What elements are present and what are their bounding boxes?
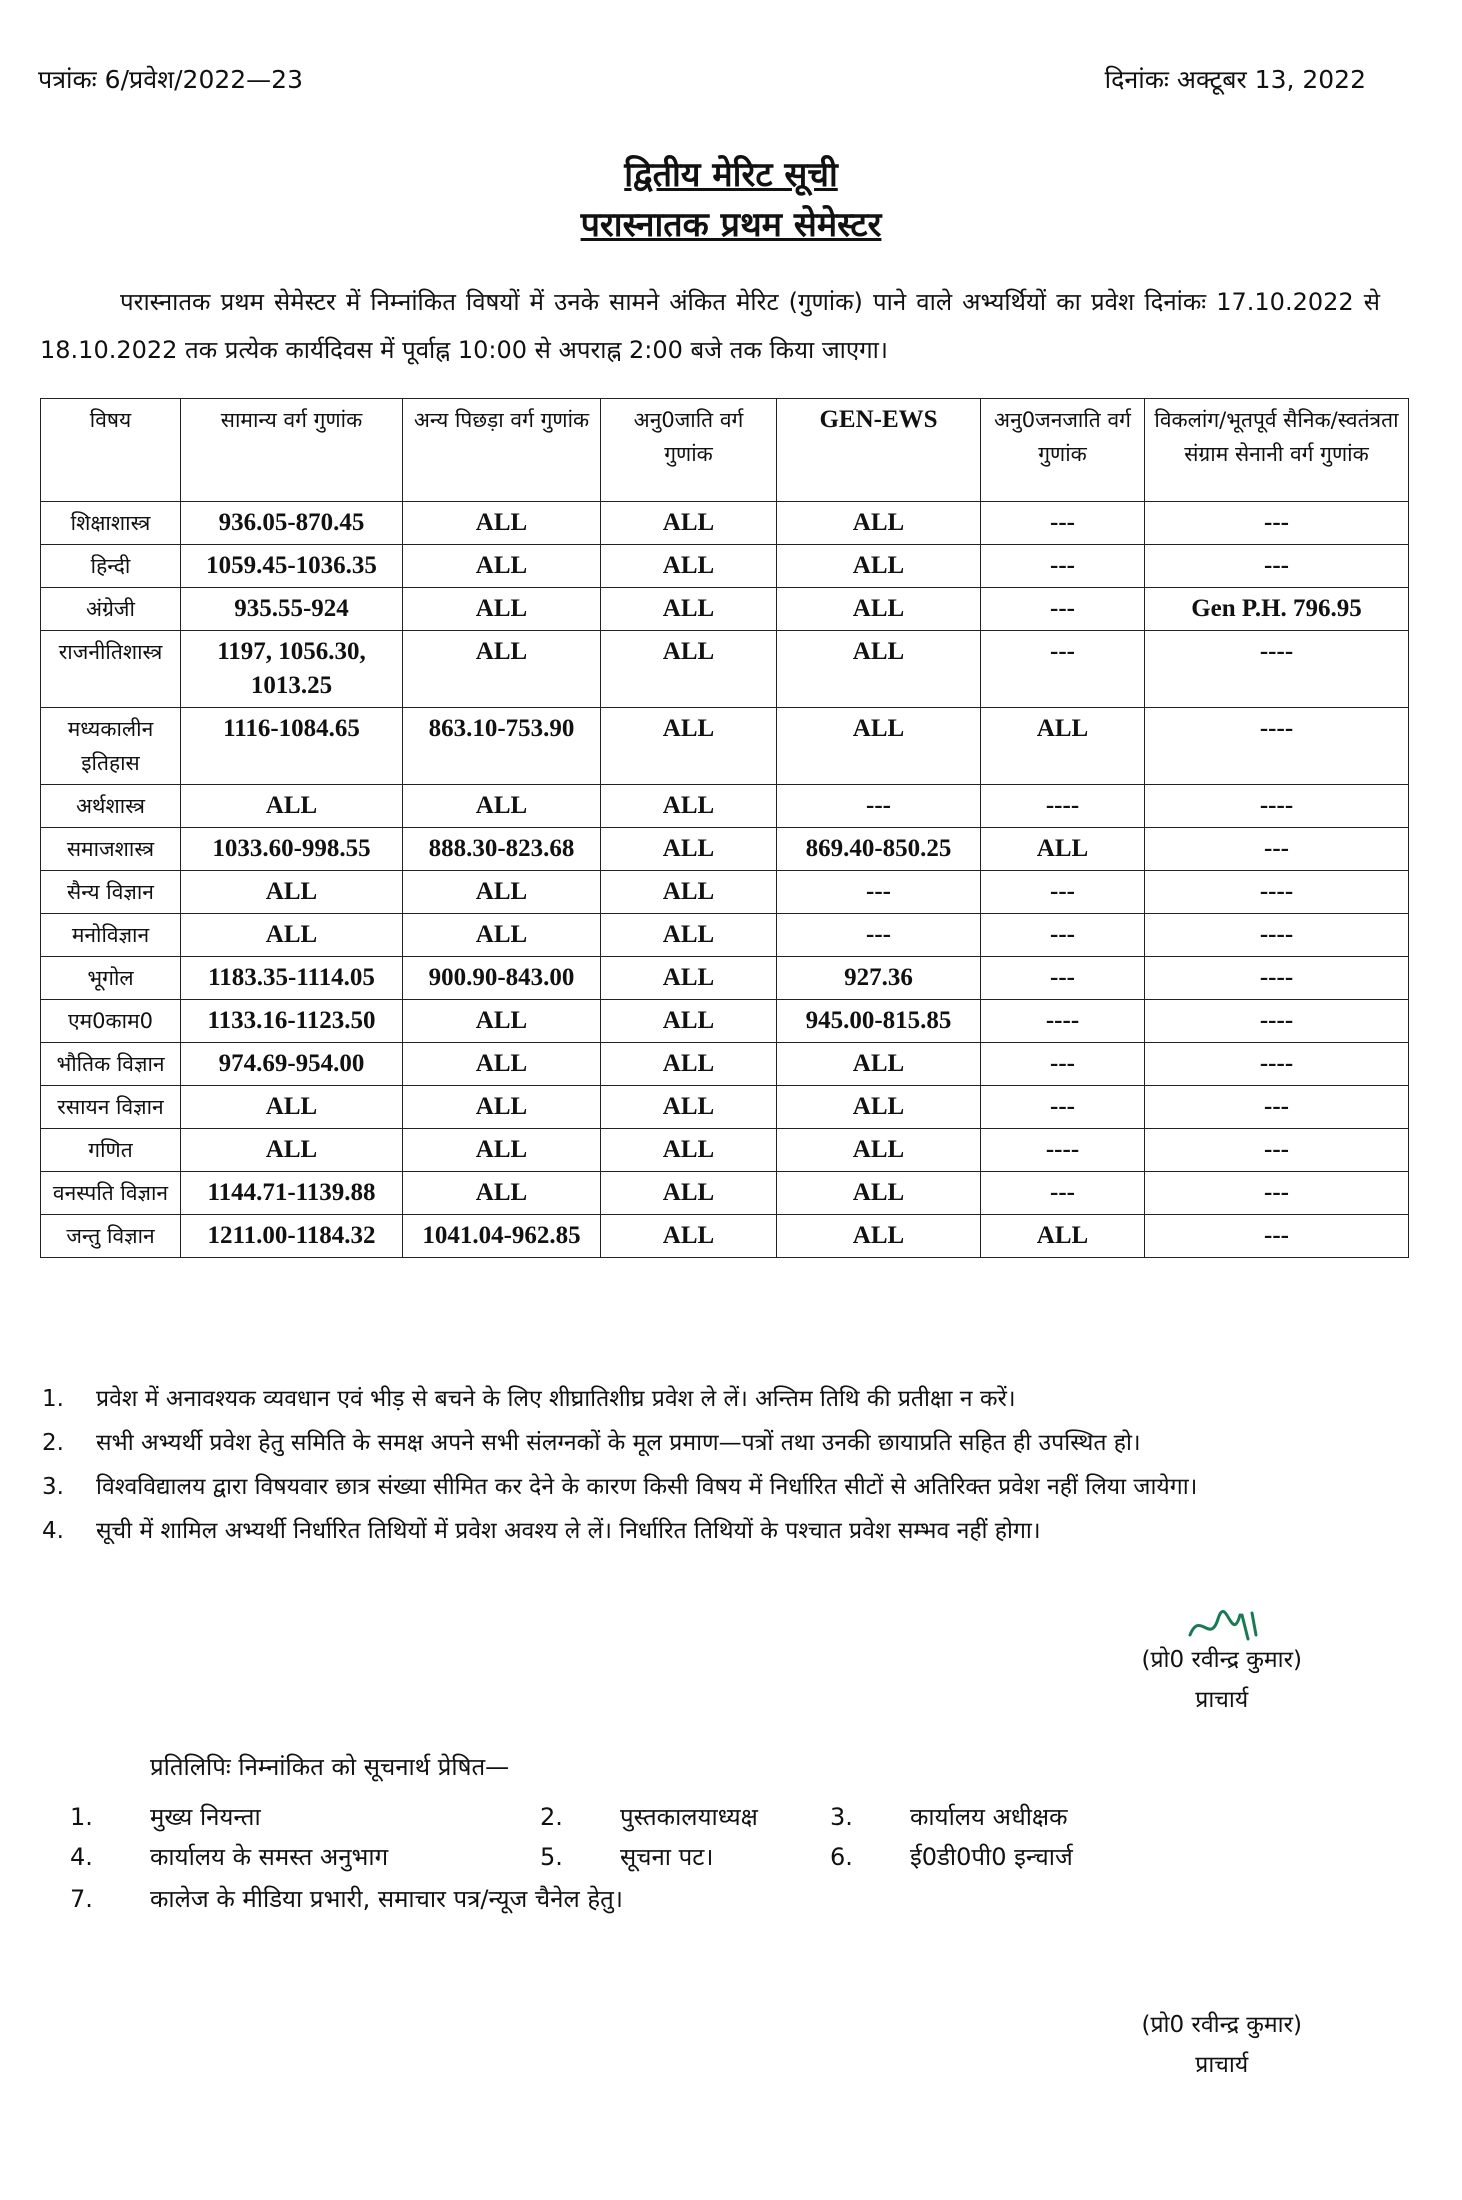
merit-cell: ALL xyxy=(601,1086,777,1129)
merit-cell: --- xyxy=(777,785,981,828)
table-row xyxy=(41,1172,1409,1215)
merit-cell: ---- xyxy=(1145,914,1409,957)
merit-cell: ALL xyxy=(777,631,981,708)
note-number: 3. xyxy=(42,1474,64,1500)
merit-cell: ---- xyxy=(1145,1043,1409,1086)
subject-cell: शिक्षाशास्त्र xyxy=(41,502,181,545)
merit-cell: --- xyxy=(1145,1129,1409,1172)
merit-cell: ALL xyxy=(601,785,777,828)
merit-cell: --- xyxy=(981,631,1145,708)
note-number: 4. xyxy=(42,1518,64,1544)
merit-cell: ALL xyxy=(403,914,601,957)
merit-cell: ALL xyxy=(181,1086,403,1129)
column-header: सामान्य वर्ग गुणांक xyxy=(181,399,403,502)
note-item xyxy=(40,1380,1380,1418)
note-number: 1. xyxy=(42,1386,64,1412)
merit-cell: 974.69-954.00 xyxy=(181,1043,403,1086)
column-header: अनु0जनजाति वर्ग गुणांक xyxy=(981,399,1145,502)
merit-cell: --- xyxy=(1145,1172,1409,1215)
table-header-row xyxy=(41,399,1409,502)
merit-cell: ---- xyxy=(1145,631,1409,708)
merit-cell: --- xyxy=(1145,1086,1409,1129)
merit-cell: 936.05-870.45 xyxy=(181,502,403,545)
merit-cell: ---- xyxy=(1145,871,1409,914)
table-row xyxy=(41,1000,1409,1043)
table-row xyxy=(41,914,1409,957)
note-text: प्रवेश में अनावश्यक व्यवधान एवं भीड़ से बचने के लिए शीघ्रातिशीघ्र प्रवेश ले लें। अन्तिम तिथि की प्रतीक्षा न करें। xyxy=(96,1386,1016,1412)
signatory-name: (प्रो0 रवीन्द्र कुमार) xyxy=(1141,2012,1302,2038)
table-row xyxy=(41,1129,1409,1172)
copy-to-number: 6. xyxy=(830,1843,853,1871)
subject-cell: भूगोल xyxy=(41,957,181,1000)
merit-cell: ALL xyxy=(181,871,403,914)
merit-cell: --- xyxy=(981,914,1145,957)
merit-cell: ALL xyxy=(777,1129,981,1172)
merit-cell: ALL xyxy=(777,502,981,545)
merit-cell: ALL xyxy=(181,914,403,957)
table-row xyxy=(41,631,1409,708)
merit-cell: 1211.00-1184.32 xyxy=(181,1215,403,1258)
merit-cell: --- xyxy=(777,871,981,914)
merit-cell: ALL xyxy=(601,914,777,957)
note-item xyxy=(40,1468,1380,1506)
table-row xyxy=(41,871,1409,914)
copy-to-number: 5. xyxy=(540,1843,563,1871)
table-row xyxy=(41,957,1409,1000)
merit-cell: 1133.16-1123.50 xyxy=(181,1000,403,1043)
merit-table xyxy=(40,398,1409,1258)
merit-cell: ALL xyxy=(777,708,981,785)
subject-cell: सैन्य विज्ञान xyxy=(41,871,181,914)
merit-cell: ALL xyxy=(777,1215,981,1258)
copy-to-text: मुख्य नियन्ता xyxy=(150,1803,261,1831)
copy-to-text: ई0डी0पी0 इन्चार्ज xyxy=(910,1843,1073,1871)
merit-cell: ALL xyxy=(777,545,981,588)
copy-to-text: कार्यालय के समस्त अनुभाग xyxy=(150,1843,389,1871)
copy-to-number: 3. xyxy=(830,1803,853,1831)
table-row xyxy=(41,708,1409,785)
merit-cell: ALL xyxy=(601,588,777,631)
table-row xyxy=(41,545,1409,588)
table-row xyxy=(41,828,1409,871)
copy-to-item xyxy=(540,1840,713,1873)
column-header: GEN-EWS xyxy=(777,399,981,502)
copy-to-item xyxy=(70,1800,261,1833)
copy-to-item xyxy=(70,1840,388,1873)
merit-cell: --- xyxy=(981,871,1145,914)
intro-paragraph: परास्नातक प्रथम सेमेस्टर में निम्नांकित विषयों में उनके सामने अंकित मेरिट (गुणांक) पाने वाले अभ्यर्थियों का प्रवेश दिनांकः 17.10.2022 से 18.10.2022 तक प्रत्येक कार्यदिवस में पूर्वाह्न 10:00 से अपराह्न 2:00 बजे तक किया जाएगा। xyxy=(40,288,1380,364)
merit-cell: ALL xyxy=(601,502,777,545)
merit-cell: ALL xyxy=(403,1043,601,1086)
merit-cell: ALL xyxy=(777,1086,981,1129)
table-row xyxy=(41,785,1409,828)
merit-cell: 863.10-753.90 xyxy=(403,708,601,785)
merit-cell: ALL xyxy=(403,1086,601,1129)
merit-cell: 1033.60-998.55 xyxy=(181,828,403,871)
subject-cell: हिन्दी xyxy=(41,545,181,588)
merit-cell: ALL xyxy=(403,871,601,914)
subject-cell: अंग्रेजी xyxy=(41,588,181,631)
column-header: अनु0जाति वर्ग गुणांक xyxy=(601,399,777,502)
table-row xyxy=(41,502,1409,545)
copy-to-item xyxy=(830,1800,1068,1833)
merit-cell: 888.30-823.68 xyxy=(403,828,601,871)
merit-cell: 869.40-850.25 xyxy=(777,828,981,871)
merit-cell: ---- xyxy=(981,785,1145,828)
merit-cell: ALL xyxy=(777,1172,981,1215)
subject-cell: एम0काम0 xyxy=(41,1000,181,1043)
copy-to-item xyxy=(830,1840,1073,1873)
table-body xyxy=(41,502,1409,1258)
merit-cell: ALL xyxy=(981,708,1145,785)
reference-number: पत्रांकः 6/प्रवेश/2022—23 xyxy=(38,65,303,94)
merit-cell: ALL xyxy=(403,631,601,708)
merit-cell: ALL xyxy=(403,1129,601,1172)
note-number: 2. xyxy=(42,1430,64,1456)
merit-cell: ALL xyxy=(601,631,777,708)
signature-block-bottom xyxy=(1142,2005,1303,2085)
signature-block-top xyxy=(1142,1640,1303,1720)
merit-cell: --- xyxy=(1145,545,1409,588)
copy-to-number: 2. xyxy=(540,1803,563,1831)
merit-cell: 1144.71-1139.88 xyxy=(181,1172,403,1215)
note-item xyxy=(40,1512,1380,1550)
merit-cell: ALL xyxy=(981,1215,1145,1258)
subject-cell: राजनीतिशास्त्र xyxy=(41,631,181,708)
copy-to-number: 1. xyxy=(70,1803,93,1831)
merit-cell: ALL xyxy=(601,708,777,785)
merit-cell: Gen P.H. 796.95 xyxy=(1145,588,1409,631)
merit-cell: ALL xyxy=(981,828,1145,871)
merit-cell: ---- xyxy=(1145,1000,1409,1043)
table-row xyxy=(41,1086,1409,1129)
merit-cell: ALL xyxy=(601,545,777,588)
merit-cell: 945.00-815.85 xyxy=(777,1000,981,1043)
signatory-name: (प्रो0 रवीन्द्र कुमार) xyxy=(1141,1647,1302,1673)
merit-cell: --- xyxy=(981,502,1145,545)
copy-to-text: कार्यालय अधीक्षक xyxy=(910,1803,1068,1831)
merit-cell: ALL xyxy=(601,1215,777,1258)
merit-cell: ALL xyxy=(403,588,601,631)
note-text: विश्वविद्यालय द्वारा विषयवार छात्र संख्या सीमित कर देने के कारण किसी विषय में निर्धारित सीटों से अतिरिक्त प्रवेश नहीं लिया जायेगा। xyxy=(96,1474,1198,1500)
subject-cell: मनोविज्ञान xyxy=(41,914,181,957)
page-title: द्वितीय मेरिट सूची xyxy=(624,155,838,195)
column-header: विषय xyxy=(41,399,181,502)
copy-to-number: 4. xyxy=(70,1843,93,1871)
table-row xyxy=(41,1215,1409,1258)
title-block xyxy=(0,150,1462,250)
subject-cell: समाजशास्त्र xyxy=(41,828,181,871)
merit-cell: 1197, 1056.30, 1013.25 xyxy=(181,631,403,708)
signatory-designation: प्राचार्य xyxy=(1195,1687,1249,1713)
note-text: सूची में शामिल अभ्यर्थी निर्धारित तिथियों में प्रवेश अवश्य ले लें। निर्धारित तिथियों के पश्चात प्रवेश सम्भव नहीं होगा। xyxy=(96,1518,1041,1544)
merit-cell: 1059.45-1036.35 xyxy=(181,545,403,588)
subject-cell: जन्तु विज्ञान xyxy=(41,1215,181,1258)
merit-cell: ALL xyxy=(403,785,601,828)
column-header: विकलांग/भूतपूर्व सैनिक/स्वतंत्रता संग्राम सेनानी वर्ग गुणांक xyxy=(1145,399,1409,502)
merit-cell: ---- xyxy=(1145,957,1409,1000)
merit-cell: ALL xyxy=(777,1043,981,1086)
merit-cell: ALL xyxy=(403,1172,601,1215)
table-row xyxy=(41,588,1409,631)
merit-cell: ALL xyxy=(601,1043,777,1086)
column-header: अन्य पिछड़ा वर्ग गुणांक xyxy=(403,399,601,502)
subject-cell: गणित xyxy=(41,1129,181,1172)
subject-cell: मध्यकालीन इतिहास xyxy=(41,708,181,785)
merit-cell: --- xyxy=(981,957,1145,1000)
merit-cell: --- xyxy=(777,914,981,957)
note-item xyxy=(40,1424,1380,1462)
subject-cell: रसायन विज्ञान xyxy=(41,1086,181,1129)
merit-cell: ALL xyxy=(403,502,601,545)
merit-cell: --- xyxy=(1145,1215,1409,1258)
merit-cell: ALL xyxy=(601,871,777,914)
merit-cell: ALL xyxy=(181,785,403,828)
copy-to-item xyxy=(70,1882,623,1915)
merit-cell: --- xyxy=(981,1172,1145,1215)
note-text: सभी अभ्यर्थी प्रवेश हेतु समिति के समक्ष अपने सभी संलग्नकों के मूल प्रमाण—पत्रों तथा उनकी छायाप्रति सहित ही उपस्थित हो। xyxy=(96,1430,1141,1456)
merit-cell: ALL xyxy=(601,1172,777,1215)
merit-cell: ---- xyxy=(981,1129,1145,1172)
copy-to-number: 7. xyxy=(70,1885,93,1913)
notes-list xyxy=(40,1380,1380,1556)
copy-to-text: कालेज के मीडिया प्रभारी, समाचार पत्र/न्यूज चैनेल हेतु। xyxy=(150,1885,623,1913)
merit-cell: --- xyxy=(981,1086,1145,1129)
copy-to-item xyxy=(540,1800,758,1833)
merit-cell: 1116-1084.65 xyxy=(181,708,403,785)
table-row xyxy=(41,1043,1409,1086)
merit-cell: --- xyxy=(981,1043,1145,1086)
merit-cell: --- xyxy=(1145,502,1409,545)
merit-cell: ALL xyxy=(403,1000,601,1043)
copy-to-title: प्रतिलिपिः निम्नांकित को सूचनार्थ प्रेषित— xyxy=(150,1753,510,1781)
copy-to-text: पुस्तकालयाध्यक्ष xyxy=(620,1803,758,1831)
merit-cell: --- xyxy=(1145,828,1409,871)
merit-cell: ---- xyxy=(981,1000,1145,1043)
merit-cell: ---- xyxy=(1145,708,1409,785)
subject-cell: वनस्पति विज्ञान xyxy=(41,1172,181,1215)
merit-cell: ALL xyxy=(601,1129,777,1172)
merit-cell: ALL xyxy=(777,588,981,631)
merit-cell: ALL xyxy=(403,545,601,588)
merit-cell: --- xyxy=(981,545,1145,588)
merit-cell: 927.36 xyxy=(777,957,981,1000)
document-date: दिनांकः अक्टूबर 13, 2022 xyxy=(1104,65,1366,94)
page-subtitle: परास्नातक प्रथम सेमेस्टर xyxy=(580,205,882,245)
subject-cell: अर्थशास्त्र xyxy=(41,785,181,828)
merit-cell: 1041.04-962.85 xyxy=(403,1215,601,1258)
merit-cell: ---- xyxy=(1145,785,1409,828)
merit-cell: ALL xyxy=(601,828,777,871)
merit-cell: 1183.35-1114.05 xyxy=(181,957,403,1000)
merit-cell: ALL xyxy=(601,957,777,1000)
merit-cell: --- xyxy=(981,588,1145,631)
merit-cell: 900.90-843.00 xyxy=(403,957,601,1000)
merit-cell: 935.55-924 xyxy=(181,588,403,631)
signatory-designation: प्राचार्य xyxy=(1195,2052,1249,2078)
copy-to-text: सूचना पट। xyxy=(620,1843,714,1871)
merit-cell: ALL xyxy=(601,1000,777,1043)
subject-cell: भौतिक विज्ञान xyxy=(41,1043,181,1086)
merit-cell: ALL xyxy=(181,1129,403,1172)
